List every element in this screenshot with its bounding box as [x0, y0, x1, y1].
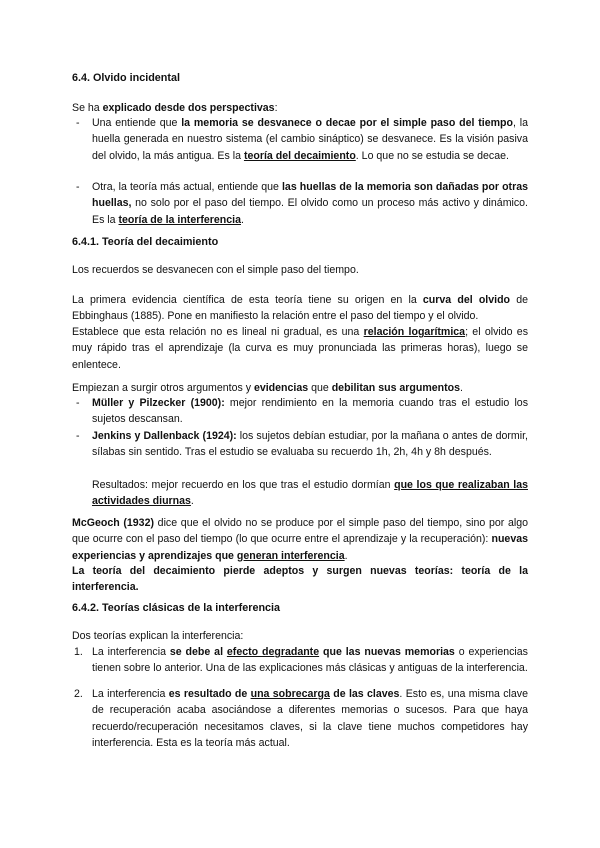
section-heading-6-4-2: 6.4.2. Teorías clásicas de la interferencia — [72, 602, 281, 614]
list-item: - Müller y Pilzecker (1900): mejor rendimiento en la memoria cuando tras el estudio los sujetos descansan. — [76, 397, 529, 426]
list-item: - Otra, la teoría más actual, entiende que las huellas de la memoria son dañadas por otras huellas, no solo por el paso del tiempo. El olvido como un proceso más activo y dinámico. Es la teoría de la interferencia. — [76, 181, 528, 226]
list-item: - Una entiende que la memoria se desvanece o decae por el simple paso del tiempo, la huella generada en nuestro sistema (el cambio sináptico) se desvanece. Es la visión pasiva del olvido, la más antigua. Es la teoría del decaimiento. Lo que no se estudia se decae. — [76, 117, 528, 162]
paragraph: La primera evidencia científica de esta teoría tiene su origen en la curva del olvido de Ebbinghaus (1885). Pone en manifiesto la relación entre el paso del tiempo y el olvido. — [72, 294, 528, 323]
intro-paragraph: Se ha explicado desde dos perspectivas: — [72, 102, 278, 114]
section-heading-6-4-1: 6.4.1. Teoría del decaimiento — [72, 236, 219, 248]
paragraph: Empiezan a surgir otros argumentos y evidencias que debilitan sus argumentos. — [72, 382, 463, 394]
results-paragraph: Resultados: mejor recuerdo en los que tras el estudio dormían que los que realizaban las actividades diurnas. — [92, 479, 528, 508]
paragraph: Los recuerdos se desvanecen con el simple paso del tiempo. — [72, 264, 359, 276]
list-item: 2. La interferencia es resultado de una sobrecarga de las claves. Esto es, una misma clave de recuperación acaba asociándose a diferentes memorias o sucesos. Para que haya recuerdo/recuperación necesitamos claves, si la clave tiene muchos competidores hay interferencia. Esta es la teoría más actual. — [74, 688, 528, 749]
paragraph: Dos teorías explican la interferencia: — [72, 630, 244, 642]
list-item: 1. La interferencia se debe al efecto degradante que las nuevas memorias o experiencias tienen sobre lo anterior. Una de las explicaciones más clásicas y antiguas de la interferencia. — [74, 646, 528, 675]
list-item: - Jenkins y Dallenback (1924): los sujetos debían estudiar, por la mañana o antes de dormir, sílabas sin sentido. Tras el estudio se evaluaba su recuerdo 1h, 2h, 4h y 8h después. — [76, 430, 528, 459]
paragraph: McGeoch (1932) dice que el olvido no se produce por el simple paso del tiempo, sino por algo que ocurre con el paso del tiempo (lo que ocurre entre el aprendizaje y la recuperación): nuevas experiencias y aprendizajes que generan interferencia. — [72, 517, 528, 562]
conclusion-paragraph: La teoría del decaimiento pierde adeptos y surgen nuevas teorías: teoría de la interferencia. — [72, 565, 528, 594]
section-heading-6-4: 6.4. Olvido incidental — [72, 72, 180, 84]
paragraph: Establece que esta relación no es lineal ni gradual, es una relación logarítmica; el olvido es muy rápido tras el aprendizaje (la curva es muy pronunciada las primeras horas), luego se enlentece. — [72, 326, 528, 371]
